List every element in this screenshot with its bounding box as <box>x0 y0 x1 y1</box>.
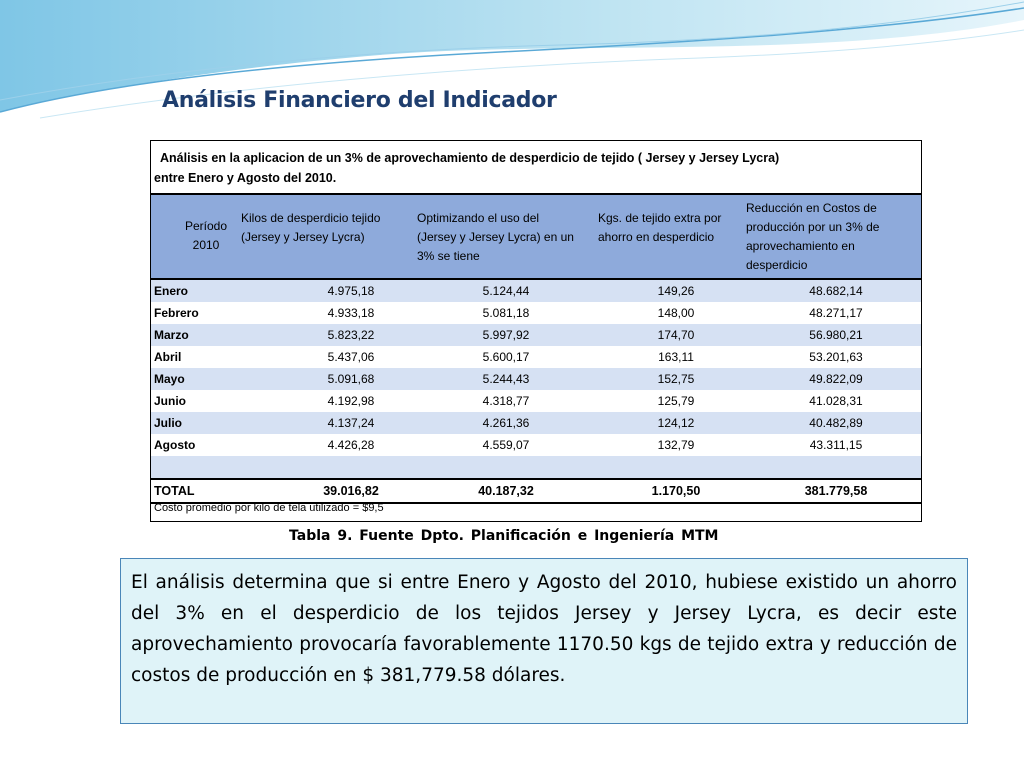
total-kilos: 39.016,82 <box>323 484 379 498</box>
header-period <box>161 217 251 255</box>
header-kilos: Kilos de desperdicio tejido (Jersey y Jersey Lycra) <box>241 211 381 244</box>
table-row <box>151 368 921 390</box>
cell-month: Marzo <box>154 328 189 342</box>
table-footnote: Costo promedio por kilo de tela utilizado = $9,5 <box>154 502 384 514</box>
table-empty-row <box>151 456 921 478</box>
table-row <box>151 302 921 324</box>
total-reduction: 381.779,58 <box>804 484 868 498</box>
total-kgs: 1.170,50 <box>651 484 701 498</box>
header-reduction: Reducción en Costos de producción por un 3% de aprovechamiento en desperdicio <box>746 201 880 272</box>
caption-line-2: entre Enero y Agosto del 2010. <box>154 171 337 185</box>
table-caption <box>154 148 914 188</box>
cell-optimized: 4.559,07 <box>482 438 530 452</box>
cell-month: Abril <box>154 350 182 364</box>
caption-line-1: Análisis en la aplicacion de un 3% de aprovechamiento de desperdicio de tejido ( Jersey y Jersey Lycra) <box>160 151 780 165</box>
cell-optimized: 5.244,43 <box>482 372 530 386</box>
table-row <box>151 390 921 412</box>
header-period-line-2: 2010 <box>192 238 220 252</box>
cell-kgs: 152,75 <box>657 372 695 386</box>
table-row <box>151 412 921 434</box>
cell-kgs: 132,79 <box>657 438 695 452</box>
header-kgs: Kgs. de tejido extra por ahorro en desperdicio <box>598 211 722 244</box>
cell-kgs: 174,70 <box>657 328 695 342</box>
table-body <box>151 280 921 504</box>
cell-optimized: 5.124,44 <box>482 284 530 298</box>
cell-optimized: 5.600,17 <box>482 350 530 364</box>
table-row <box>151 434 921 456</box>
cell-month: Febrero <box>154 306 199 320</box>
cell-kilos: 4.192,98 <box>327 394 375 408</box>
table-column-headers <box>151 193 921 280</box>
cell-kilos: 5.437,06 <box>327 350 375 364</box>
table-row <box>151 324 921 346</box>
cell-month: Junio <box>154 394 186 408</box>
cell-kgs: 149,26 <box>657 284 695 298</box>
cell-optimized: 4.318,77 <box>482 394 530 408</box>
cell-reduction: 40.482,89 <box>809 416 863 430</box>
cell-kilos: 5.091,68 <box>327 372 375 386</box>
cell-kgs: 163,11 <box>658 350 694 364</box>
header-optimized: Optimizando el uso del (Jersey y Jersey Lycra) en un 3% se tiene <box>417 211 574 263</box>
cell-kilos: 4.426,28 <box>327 438 375 452</box>
cell-kgs: 148,00 <box>657 306 695 320</box>
cell-month: Agosto <box>154 438 196 452</box>
cell-kgs: 124,12 <box>657 416 695 430</box>
cell-reduction: 48.682,14 <box>809 284 863 298</box>
summary-text-box <box>120 558 968 724</box>
cell-kilos: 4.137,24 <box>327 416 375 430</box>
table-row <box>151 280 921 302</box>
cell-kilos: 5.823,22 <box>327 328 375 342</box>
cell-kilos: 4.975,18 <box>327 284 375 298</box>
cell-optimized: 4.261,36 <box>482 416 530 430</box>
cell-reduction: 41.028,31 <box>809 394 863 408</box>
cell-kgs: 125,79 <box>657 394 695 408</box>
cell-month: Julio <box>154 416 183 430</box>
total-label: TOTAL <box>154 484 195 498</box>
cell-reduction: 43.311,15 <box>809 438 863 452</box>
table-total-row <box>151 478 921 504</box>
cell-month: Mayo <box>154 372 185 386</box>
header-period-line-1: Período <box>184 219 228 233</box>
financial-table <box>150 140 922 522</box>
summary-paragraph: El análisis determina que si entre Enero y Agosto del 2010, hubiese existido un ahorro del 3% en el desperdicio de los tejidos Jersey y Jersey Lycra, es decir este aprovechamiento provocaría favorablemente 1170.50 kgs de tejido extra y reducción de costos de producción en $ 381,779.58 dólares. <box>131 572 957 686</box>
slide-title: Análisis Financiero del Indicador <box>162 88 557 113</box>
cell-month: Enero <box>154 284 189 298</box>
cell-reduction: 53.201,63 <box>809 350 863 364</box>
cell-kilos: 4.933,18 <box>327 306 375 320</box>
table-source-caption: Tabla 9. Fuente Dpto. Planificación e Ingeniería MTM <box>289 528 719 544</box>
total-optimized: 40.187,32 <box>478 484 534 498</box>
cell-reduction: 48.271,17 <box>809 306 863 320</box>
cell-optimized: 5.997,92 <box>482 328 530 342</box>
cell-reduction: 49.822,09 <box>809 372 863 386</box>
cell-reduction: 56.980,21 <box>809 328 863 342</box>
cell-optimized: 5.081,18 <box>482 306 530 320</box>
table-row <box>151 346 921 368</box>
